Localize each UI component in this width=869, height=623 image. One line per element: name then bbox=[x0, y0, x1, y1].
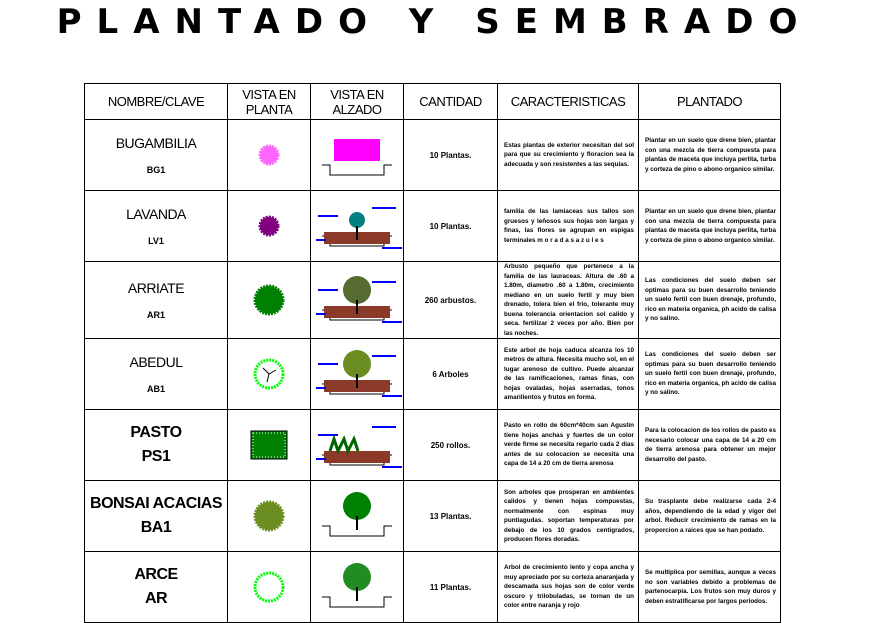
characteristics: Son arboles que prosperan en ambientes calidos y tienen hojas compuestas, normalmente con espinas muy puntiagudas. soportan temperaturas por debajo de los 10 grados centigrados, producen flores doradas. bbox=[498, 481, 639, 552]
table-row bbox=[85, 410, 781, 481]
elevation-view-cell bbox=[311, 410, 404, 481]
quantity: 250 rollos. bbox=[404, 410, 498, 481]
plan-view-cell bbox=[228, 262, 311, 339]
nombre-cell bbox=[85, 120, 228, 191]
plant-elevation-icon bbox=[312, 196, 402, 256]
plant-plan-icon bbox=[247, 276, 291, 324]
plant-elevation-icon bbox=[312, 270, 402, 330]
characteristics: Pasto en rollo de 60cm*40cm san Agustin tiene hojas anchas y fuertes de un color verde firme se necesita regarlo cada 2 dias antes de su colocacion se necesita una capa de 14 a 20 cm de tierra arenosa bbox=[498, 410, 639, 481]
nombre-cell bbox=[85, 410, 228, 481]
quantity: 11 Plantas. bbox=[404, 552, 498, 623]
table-row bbox=[85, 481, 781, 552]
nombre-cell bbox=[85, 481, 228, 552]
planting-table bbox=[84, 83, 781, 623]
plant-code: LV1 bbox=[148, 236, 164, 246]
quantity: 10 Plantas. bbox=[404, 191, 498, 262]
plant-name: ABEDUL bbox=[129, 354, 183, 370]
plan-view-cell bbox=[228, 481, 311, 552]
plant-code: AR1 bbox=[146, 310, 165, 320]
elevation-view-cell bbox=[311, 481, 404, 552]
plant-elevation-icon bbox=[312, 486, 402, 546]
table-row bbox=[85, 191, 781, 262]
plant-plan-icon bbox=[247, 131, 291, 179]
table-row bbox=[85, 339, 781, 410]
plant-plan-icon bbox=[247, 421, 291, 469]
nombre-cell bbox=[85, 552, 228, 623]
quantity: 260 arbustos. bbox=[404, 262, 498, 339]
plant-name: BUGAMBILIA bbox=[115, 135, 197, 151]
page-title: PLANTADO Y SEMBRADO bbox=[56, 2, 813, 42]
characteristics: Arbusto pequeño que pertenece a la familia de las lauraceas. Altura de .60 a 1.80m, diametro .60 a 1.80m, crecimiento mediano en un suelo fertil y muy bien drenado, tolera bien el frio, tolerante muy buena tolerancia orientacion sol calido y seca. fertilizar 2 veces por año. Bien por las noches. bbox=[498, 262, 639, 339]
planting-instructions: Se multiplica por semillas, aunque a veces no son variables debido a problemas de partenocarpia. Los frutos son muy duros y deben estratificarse por largos periodos. bbox=[639, 552, 781, 623]
header-vista-alzado: VISTA EN ALZADO bbox=[311, 84, 404, 120]
nombre-cell bbox=[85, 339, 228, 410]
planting-instructions: Plantar en un suelo que drene bien, plantar con una mezcla de tierra compuesta para plantas de maceta que incluya perlita, turba y corteza de pino o abono organico similar. bbox=[639, 191, 781, 262]
characteristics: familia de las lamiaceas sus tallos son gruesos y leñosos sus hojas son largas y finas, las flores se agrupan en espigas terminales m o r a d a s a z u l e s bbox=[498, 191, 639, 262]
elevation-view-cell bbox=[311, 120, 404, 191]
table-row bbox=[85, 262, 781, 339]
plan-view-cell bbox=[228, 191, 311, 262]
elevation-view-cell bbox=[311, 262, 404, 339]
nombre-cell bbox=[85, 262, 228, 339]
plan-view-cell bbox=[228, 120, 311, 191]
planting-instructions: Las condiciones del suelo deben ser optimas para su buen desarrollo teniendo un suelo fertil con buen drenaje, profundo, rico en materia organica, ph acido de calisa y no salino. bbox=[639, 339, 781, 410]
plant-name: PASTO bbox=[130, 424, 182, 441]
elevation-view-cell bbox=[311, 552, 404, 623]
characteristics: Arbol de crecimiento lento y copa ancha y muy apreciado por su corteza anaranjada y descamada sus hojas son de color verde oscuro y trilobuladas, se tornan de un color entre naranja y rojo bbox=[498, 552, 639, 623]
plant-code: AR bbox=[144, 590, 168, 607]
plant-elevation-icon bbox=[312, 557, 402, 617]
plant-name: ARCE bbox=[134, 566, 178, 583]
quantity: 13 Plantas. bbox=[404, 481, 498, 552]
elevation-view-cell bbox=[311, 191, 404, 262]
plant-plan-icon bbox=[247, 563, 291, 611]
plant-name: BONSAI ACACIAS bbox=[90, 495, 222, 512]
plant-name: ARRIATE bbox=[127, 280, 185, 296]
plant-plan-icon bbox=[247, 202, 291, 250]
quantity: 6 Arboles bbox=[404, 339, 498, 410]
plan-view-cell bbox=[228, 339, 311, 410]
plan-view-cell bbox=[228, 410, 311, 481]
planting-instructions: Para la colocacion de los rollos de pasto es necesario colocar una capa de 14 a 20 cm de tierra arenosa para obtener un mejor desarrollo del pasto. bbox=[639, 410, 781, 481]
header-plantado: PLANTADO bbox=[639, 84, 781, 120]
header-caracteristicas: CARACTERISTICAS bbox=[498, 84, 639, 120]
planting-instructions: Plantar en un suelo que drene bien, plantar con una mezcla de tierra compuesta para plantas de maceta que incluya perlita, turba y corteza de pino o abono organico similar. bbox=[639, 120, 781, 191]
plant-code: BG1 bbox=[146, 165, 166, 175]
characteristics: Estas plantas de exterior necesitan del sol para que su crecimiento y floracion sea la adecuada y son resistentes a las sequias. bbox=[498, 120, 639, 191]
plant-elevation-icon bbox=[312, 125, 402, 185]
nombre-cell bbox=[85, 191, 228, 262]
plant-code: BA1 bbox=[140, 519, 172, 536]
plant-elevation-icon bbox=[312, 344, 402, 404]
table-row bbox=[85, 552, 781, 623]
plant-code: PS1 bbox=[141, 448, 171, 465]
header-nombre: NOMBRE/CLAVE bbox=[85, 84, 228, 120]
plant-elevation-icon bbox=[312, 415, 402, 475]
plan-view-cell bbox=[228, 552, 311, 623]
elevation-view-cell bbox=[311, 339, 404, 410]
table-row bbox=[85, 120, 781, 191]
quantity: 10 Plantas. bbox=[404, 120, 498, 191]
characteristics: Este arbol de hoja caduca alcanza los 10 metros de altura. Necesita mucho sol, en el lugar arenoso de cultivo. Puede alcanzar de las ramificaciones, ramas finas, con hojas ovaladas, hojas aserradas, tonos amarillentos y frutos en forma. bbox=[498, 339, 639, 410]
plant-plan-icon bbox=[247, 492, 291, 540]
header-vista-planta: VISTA EN PLANTA bbox=[228, 84, 311, 120]
planting-instructions: Su trasplante debe realizarse cada 2-4 años, dependiendo de la edad y vigor del arbol. Reducir crecimiento de ramas en la proporcion a raices que se han podado. bbox=[639, 481, 781, 552]
plant-plan-icon bbox=[247, 350, 291, 398]
plant-name: LAVANDA bbox=[126, 206, 186, 222]
planting-instructions: Las condiciones del suelo deben ser optimas para su buen desarrollo teniendo un suelo fertil con buen drenaje, profundo, rico en materia organica, ph acido de calisa y no salino. bbox=[639, 262, 781, 339]
plant-code: AB1 bbox=[146, 384, 165, 394]
header-cantidad: CANTIDAD bbox=[404, 84, 498, 120]
